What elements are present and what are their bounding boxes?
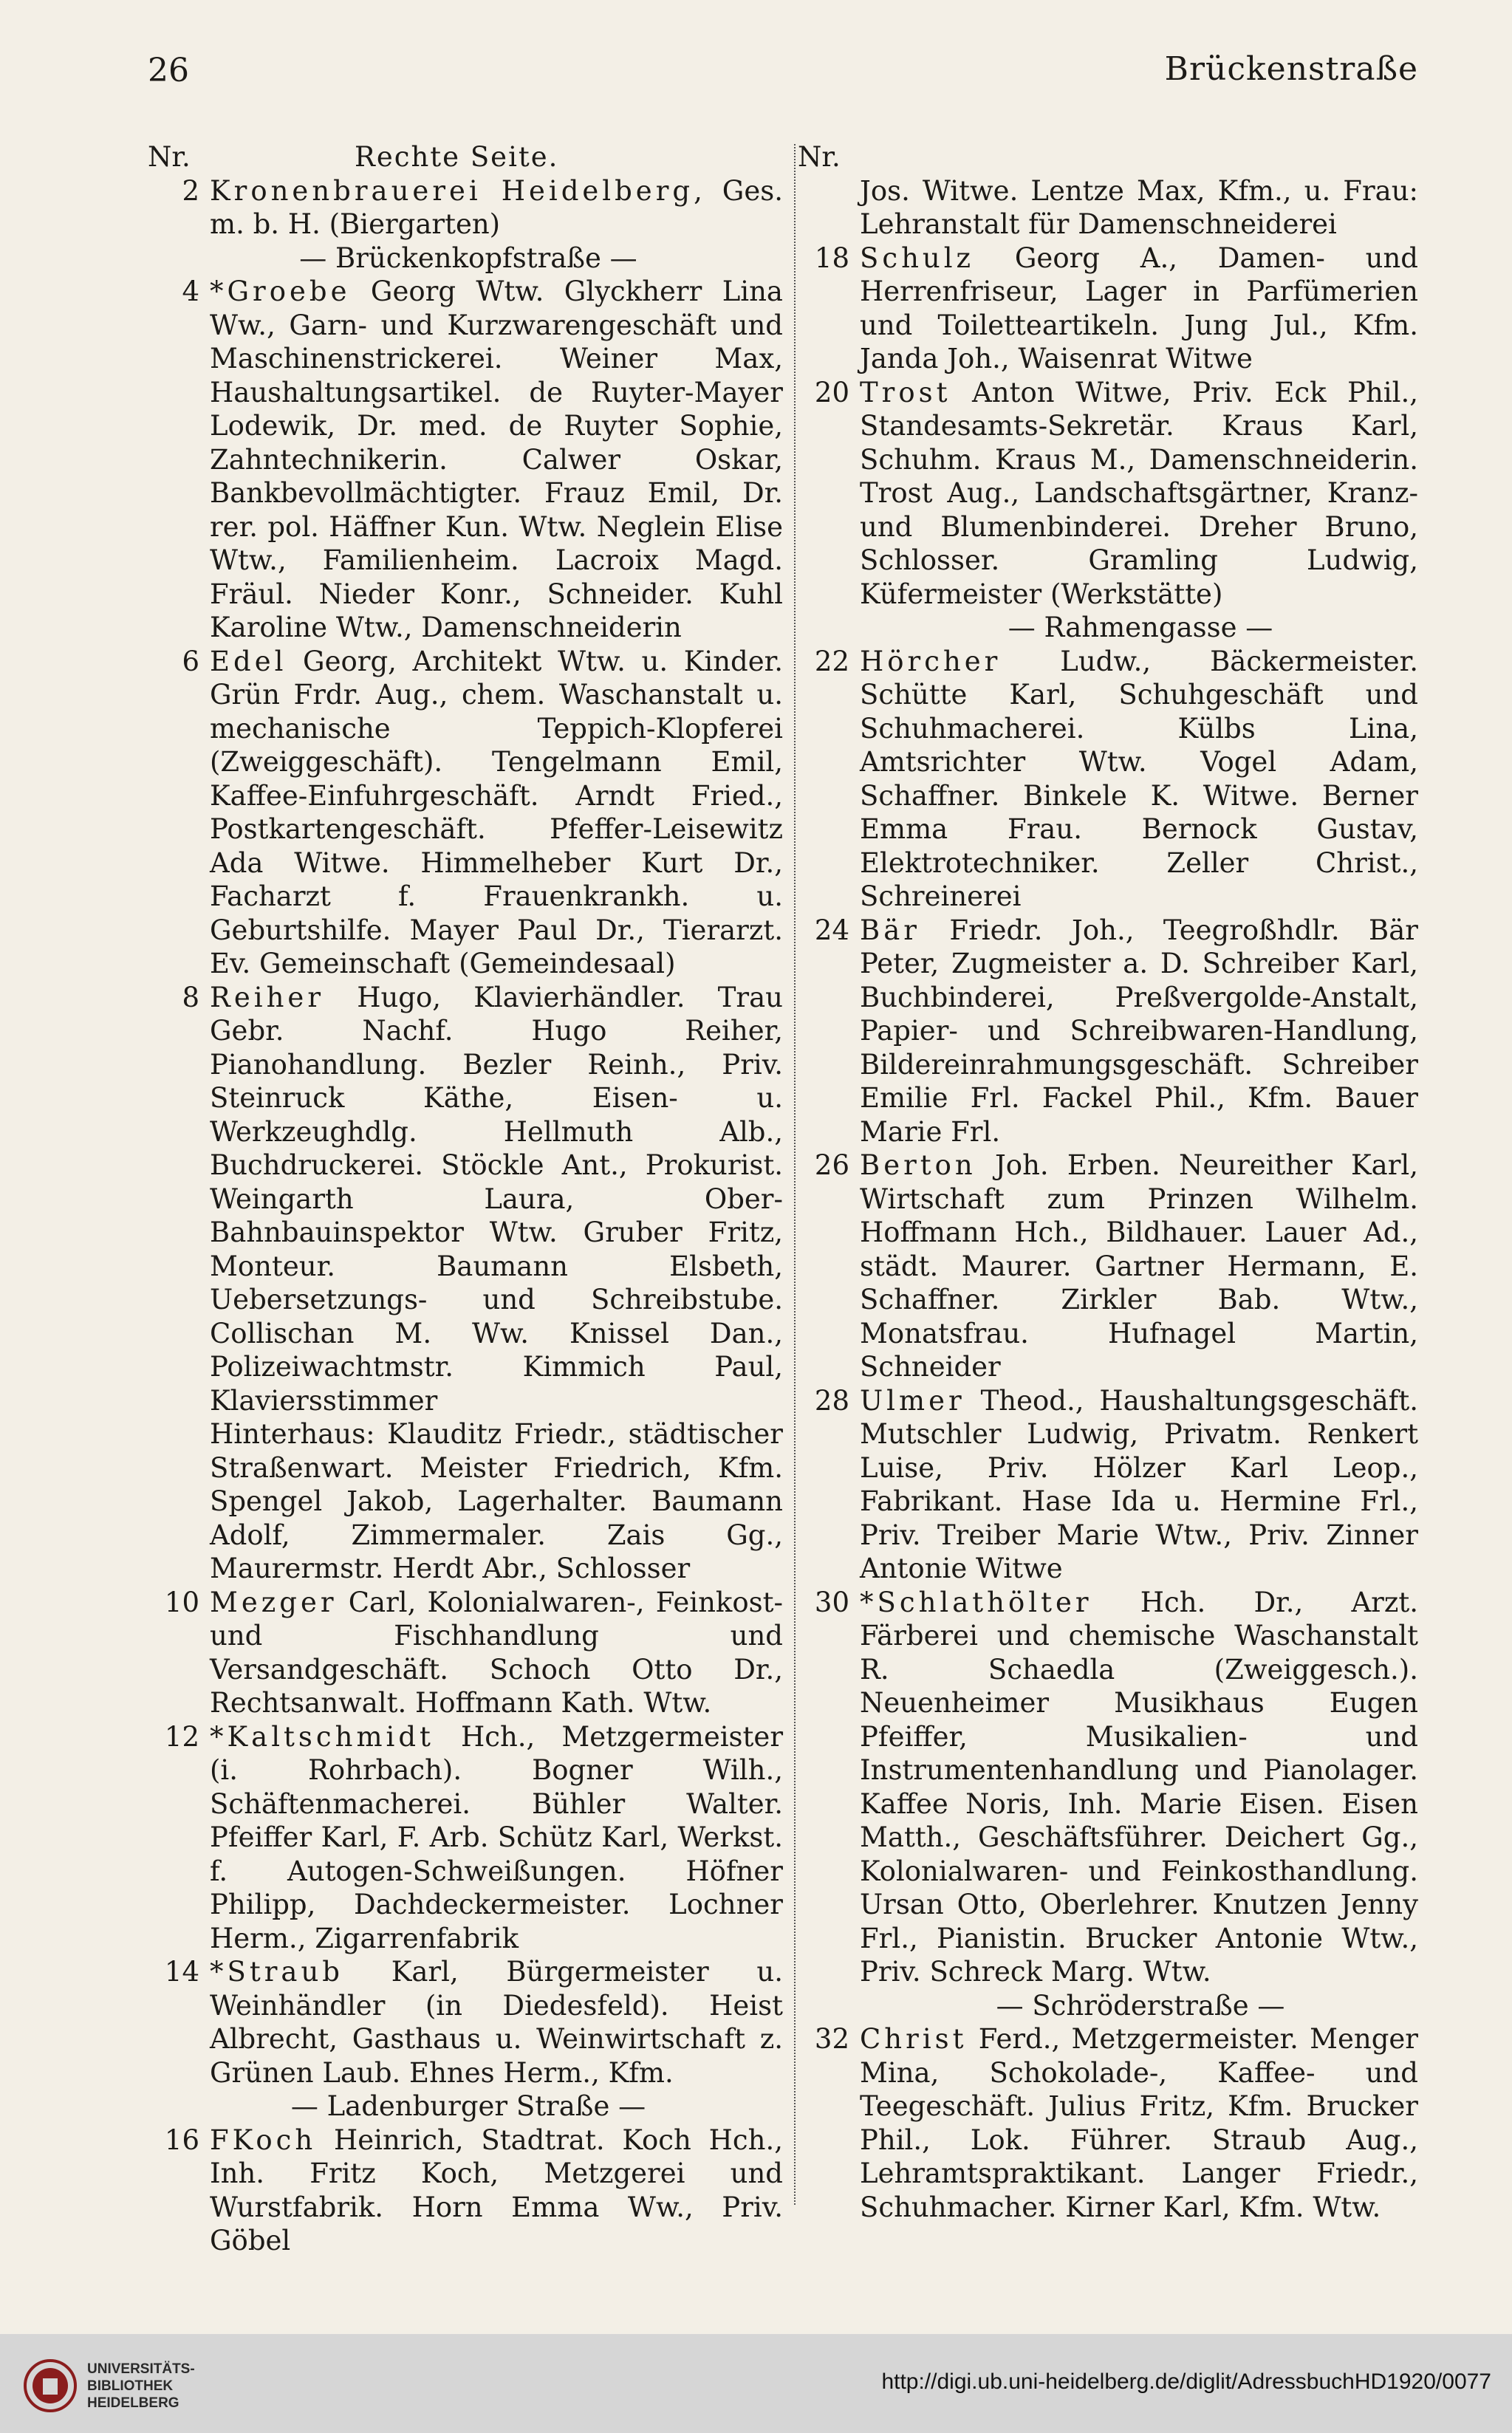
logo-line: UNIVERSITÄTS- (87, 2361, 195, 2377)
cross-street-heading: — Brückenkopfstraße — (299, 242, 637, 274)
house-number: 2 (182, 174, 199, 207)
left-column-header (148, 140, 783, 174)
house-number: 22 (814, 645, 849, 677)
resident-list: Georg A., Damen- und Herrenfriseur, Lager in Parfümerien und Toiletteartikeln. Jung Jul., Kfm. Janda Joh., Waisenrat Witwe (860, 242, 1418, 374)
address-entry (798, 242, 1418, 376)
house-number: 28 (814, 1384, 849, 1417)
resident-list: Hch., Metzgermeister (i. Rohrbach). Bogner Wilh., Schäftenmacherei. Bühler Walter. Pfeiffer Karl, F. Arb. Schütz Karl, Werkst. f. Autogen-Schweißungen. Höfner Philipp, Dachdeckermeister. Lochner Herm., Zigarrenfabrik (210, 1720, 783, 1954)
owner-name: Bär (860, 914, 920, 946)
resident-list: Ferd., Metzgermeister. Menger Mina, Schokolade-, Kaffee- und Teegeschäft. Julius Fritz, Kfm. Brucker Phil., Lok. Führer. Straub Aug., Lehramtspraktikant. Langer Friedr., Schuhmacher. Kirner Karl, Kfm. Wtw. (860, 2023, 1418, 2223)
house-number: 4 (182, 276, 199, 307)
address-entry (798, 914, 1418, 1149)
resident-list: Carl, Kolonialwaren-, Feinkost- und Fischhandlung und Versandgeschäft. Schoch Otto Dr., Rechtsanwalt. Hoffmann Kath. Wtw. (210, 1586, 783, 1719)
source-url-link[interactable]: http://digi.ub.uni-heidelberg.de/diglit/AdressbuchHD1920/0077 (881, 2369, 1491, 2394)
cross-street-heading: — Schröderstraße — (996, 1989, 1285, 2022)
owner-name: Hörcher (860, 645, 1002, 677)
footer-bar (0, 2334, 1512, 2433)
right-column-header (798, 140, 1418, 174)
address-entry (148, 174, 783, 242)
resident-list: Georg, Architekt Wtw. u. Kinder. Grün Frdr. Aug., chem. Waschanstalt u. mechanische Teppich-Klopferei (Zweiggeschäft). Tengelmann Emil, Kaffee-Einfuhrgeschäft. Arndt Fried., Postkartengeschäft. Pfeffer-Leisewitz Ada Witwe. Himmelheber Kurt Dr., Facharzt f. Frauenkrankh. u. Geburtshilfe. Mayer Paul Dr., Tierarzt. Ev. Gemeinschaft (Gemeindesaal) (210, 645, 783, 979)
resident-list: Theod., Haushaltungsgeschäft. Mutschler Ludwig, Privatm. Renkert Luise, Priv. Hölzer Karl Leop., Fabrikant. Hase Ida u. Hermine Frl., Priv. Treiber Marie Wtw., Priv. Zinner Antonie Witwe (860, 1384, 1418, 1584)
house-number: 18 (814, 242, 849, 274)
address-entry (148, 1586, 783, 1720)
address-entry (798, 376, 1418, 612)
library-logo-text (87, 2361, 195, 2412)
address-entry (798, 2022, 1418, 2224)
house-number: 24 (814, 914, 849, 946)
owner-name: Mezger (210, 1586, 338, 1618)
nr-label: Nr. (148, 141, 191, 173)
resident-list: Heinrich, Stadtrat. Koch Hch., Inh. Fritz Koch, Metzgerei und Wurstfabrik. Horn Emma Ww., Priv. Göbel (210, 2124, 783, 2256)
owner-name: Christ (860, 2023, 968, 2055)
address-entry (798, 1586, 1418, 1989)
house-number: 12 (164, 1720, 199, 1753)
page-number: 26 (148, 52, 189, 89)
logo-line: BIBLIOTHEK (87, 2378, 174, 2394)
owner-name: *Straub (210, 1956, 343, 1988)
resident-list: Joh. Erben. Neureither Karl, Wirtschaft zum Prinzen Wilhelm. Hoffmann Hch., Bildhauer. Lauer Ad., städt. Maurer. Gartner Hermann, E. Schaffner. Zirkler Bab. Wtw., Monatsfrau. Hufnagel Martin, Schneider (860, 1149, 1418, 1383)
owner-name: Reiher (210, 981, 325, 1013)
house-number: 16 (164, 2124, 199, 2156)
side-label: Rechte Seite. (355, 141, 559, 173)
address-entry (148, 981, 783, 1418)
university-seal-icon (22, 2358, 78, 2414)
owner-name: Kronenbrauerei Heidelberg, (210, 174, 706, 207)
house-number: 10 (164, 1586, 199, 1618)
resident-list: Hugo, Klavierhändler. Trau Gebr. Nachf. Hugo Reiher, Pianohandlung. Bezler Reinh., Priv. Steinruck Käthe, Eisen- u. Werkzeughdlg. Hellmuth Alb., Buchdruckerei. Stöckle Ant., Prokurist. Weingarth Laura, Ober-Bahnbauinspektor Wtw. Gruber Fritz, Monteur. Baumann Elsbeth, Uebersetzungs- und Schreibstube. Collischan M. Ww. Knissel Dan., Polizeiwachtmstr. Kimmich Paul, Klaviersstimmer (210, 981, 783, 1417)
owner-name: *Schlathölter (860, 1586, 1092, 1618)
address-entry (148, 275, 783, 645)
resident-list: Ges. m. b. H. (Biergarten) (210, 174, 783, 240)
address-entry (798, 645, 1418, 914)
owner-name: Schulz (860, 242, 975, 274)
page-title: Brückenstraße (1164, 50, 1418, 88)
owner-name: *Groebe (210, 276, 351, 307)
house-number: 20 (814, 376, 849, 408)
resident-list: Anton Witwe, Priv. Eck Phil., Standesamts-Sekretär. Kraus Karl, Schuhm. Kraus M., Damenschneiderin. Trost Aug., Landschaftsgärtner, Kranz- und Blumenbinderei. Dreher Bruno, Schlosser. Gramling Ludwig, Küfermeister (Werkstätte) (860, 376, 1418, 610)
address-entry (148, 645, 783, 981)
house-number: 32 (814, 2023, 849, 2055)
address-entry (798, 1149, 1418, 1384)
house-number: 26 (814, 1149, 849, 1181)
resident-list: Friedr. Joh., Teegroßhdlr. Bär Peter, Zugmeister a. D. Schreiber Karl, Buchbinderei, Preßvergolde-Anstalt, Papier- und Schreibwaren-Handlung, Bildereinrahmungsgeschäft. Schreiber Emilie Frl. Fackel Phil., Kfm. Bauer Marie Frl. (860, 914, 1418, 1148)
right-column (798, 140, 1418, 2224)
continuation-text: Hinterhaus: Klauditz Friedr., städtischer Straßenwart. Meister Friedrich, Kfm. Spengel Jakob, Lagerhalter. Baumann Adolf, Zimmermaler. Zais Gg., Maurermstr. Herdt Abr., Schlosser (210, 1418, 783, 1584)
owner-name: FKoch (210, 2124, 317, 2156)
nr-label: Nr. (798, 141, 841, 173)
house-number: 6 (182, 645, 199, 677)
continuation-text: Jos. Witwe. Lentze Max, Kfm., u. Frau: Lehranstalt für Damenschneiderei (860, 174, 1418, 240)
house-number: 8 (182, 981, 199, 1013)
owner-name: *Kaltschmidt (210, 1720, 434, 1753)
column-divider (794, 144, 796, 2205)
logo-line: HEIDELBERG (87, 2395, 179, 2411)
house-number: 30 (814, 1586, 849, 1618)
owner-name: Ulmer (860, 1384, 965, 1417)
cross-street-heading: — Rahmengasse — (1008, 612, 1273, 643)
resident-list: Georg Wtw. Glyckherr Lina Ww., Garn- und Kurzwarengeschäft und Maschinenstrickerei. Weiner Max, Haushaltungsartikel. de Ruyter-Mayer Lodewik, Dr. med. de Ruyter Sophie, Zahntechnikerin. Calwer Oskar, Bankbevollmächtigter. Frauz Emil, Dr. rer. pol. Häffner Kun. Wtw. Neglein Elise Wtw., Familienheim. Lacroix Magd. Fräul. Nieder Konr., Schneider. Kuhl Karoline Wtw., Damenschneiderin (210, 276, 783, 643)
left-column (148, 140, 783, 2258)
house-number: 14 (164, 1956, 199, 1988)
owner-name: Edel (210, 645, 287, 677)
address-entry (148, 2124, 783, 2258)
cross-street-heading: — Ladenburger Straße — (290, 2090, 646, 2122)
address-entry (148, 1955, 783, 2090)
owner-name: Trost (860, 376, 951, 408)
owner-name: Berton (860, 1149, 976, 1181)
resident-list: Ludw., Bäckermeister. Schütte Karl, Schuhgeschäft und Schuhmacherei. Külbs Lina, Amtsrichter Wtw. Vogel Adam, Schaffner. Binkele K. Witwe. Berner Emma Frau. Bernock Gustav, Elektrotechniker. Zeller Christ., Schreinerei (860, 645, 1418, 912)
resident-list: Hch. Dr., Arzt. Färberei und chemische Waschanstalt R. Schaedla (Zweiggesch.). Neuenheimer Musikhaus Eugen Pfeiffer, Musikalien- und Instrumentenhandlung und Pianolager. Kaffee Noris, Inh. Marie Eisen. Eisen Matth., Geschäftsführer. Deichert Gg., Kolonialwaren- und Feinkosthandlung. Ursan Otto, Oberlehrer. Knutzen Jenny Frl., Pianistin. Brucker Antonie Wtw., Priv. Schreck Marg. Wtw. (860, 1586, 1418, 1988)
address-entry (148, 1720, 783, 1956)
resident-list: Karl, Bürgermeister u. Weinhändler (in Diedesfeld). Heist Albrecht, Gasthaus u. Weinwirtschaft z. Grünen Laub. Ehnes Herm., Kfm. (210, 1956, 783, 2089)
address-entry (798, 1384, 1418, 1586)
